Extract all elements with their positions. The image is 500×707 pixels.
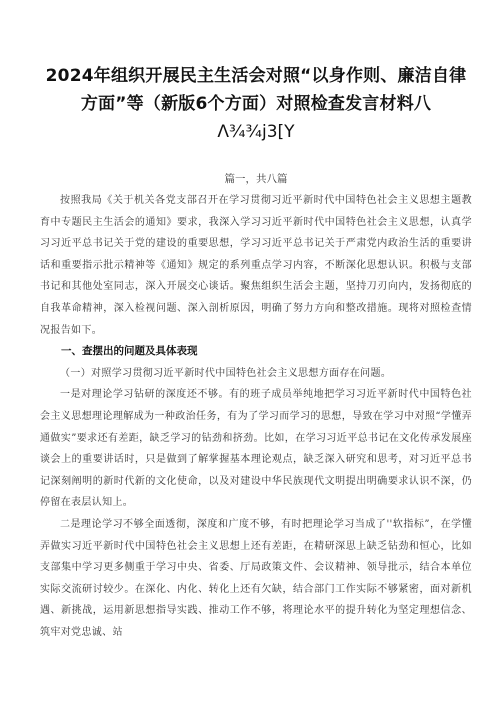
document-title: 2024年组织开展民主生活会对照“以身作则、廉洁自律方面”等（新版6个方面）对照检查发言材料八 xyxy=(45,66,467,114)
document-subtitle: Λ¾¾j3[Y xyxy=(217,122,295,142)
body-paragraph-2: 二是理论学习不够全面透彻，深度和广度不够，有时把理论学习当成了''软指标”，在学懂弄做实习近平新时代中国特色社会主义思想上还有差距，在精研深思上缺乏钻劲和恒心，比如支部集中学习更多侧重于学习中央、省委、厅局政策文件、会议精神、领导批示，结合本单位实际交流研讨较少。在深化、内化、转化上还有欠缺，结合部门工作实际不够紧密，面对新机遇、新挑战，运用新思想指导实践、推动工作不够，将理论水平的提升转化为坚定理想信念、筑牢对党忠诚、站 xyxy=(40,518,472,638)
section-heading: 一、查摆出的问题及具体表现 xyxy=(61,345,198,358)
body-paragraph-1: 一是对理论学习钻研的深度还不够。有的班子成员举纯地把学习习近平新时代中国特色社会主义思想理论理解成为一种政治任务，有为了学习而学习的思想，导致在学习中对照“学懂弄通做实”要求还有差距，缺乏学习的钻劲和挤劲。比如，在学习习近平总书记在文化传承发展座谈会上的重要讲话时，只是做到了解掌握基本理论观点，缺乏深入研究和思考，对习近平总书记深刻阐明的新时代新的文化使命，以及对建设中华民族现代文明提出明确要求认识不深，仍停留在表层认知上。 xyxy=(40,389,472,509)
subsection-heading: （一）对照学习贯彻习近平新时代中国特色社会主义思想方面存在问题。 xyxy=(60,367,392,379)
intro-paragraph: 按照我局《关于机关各党支部召开在学习贯彻习近平新时代中国特色社会主义思想主题教育中专题民主生活会的通知》要求，我深入学习习近平新时代中国特色社会主义思想，认真学习习近平总书记关于党的建设的重要思想，学习习近平总书记关于严肃党内政治生活的重要讲话和重要指示批示精神等《通知》规定的系列重点学习内容，不断深化思想认识。积极与支部书记和其他处室同志，深入开展交心谈话。聚焦组织生活会主题，坚持刀刃向内，发扬彻底的自我革命精神，深入检视问题、深入剖析原因，明确了努力方向和整改措施。现将对照检查情况报告如下。 xyxy=(40,195,472,336)
section-label: 篇一，共八篇 xyxy=(224,173,288,185)
